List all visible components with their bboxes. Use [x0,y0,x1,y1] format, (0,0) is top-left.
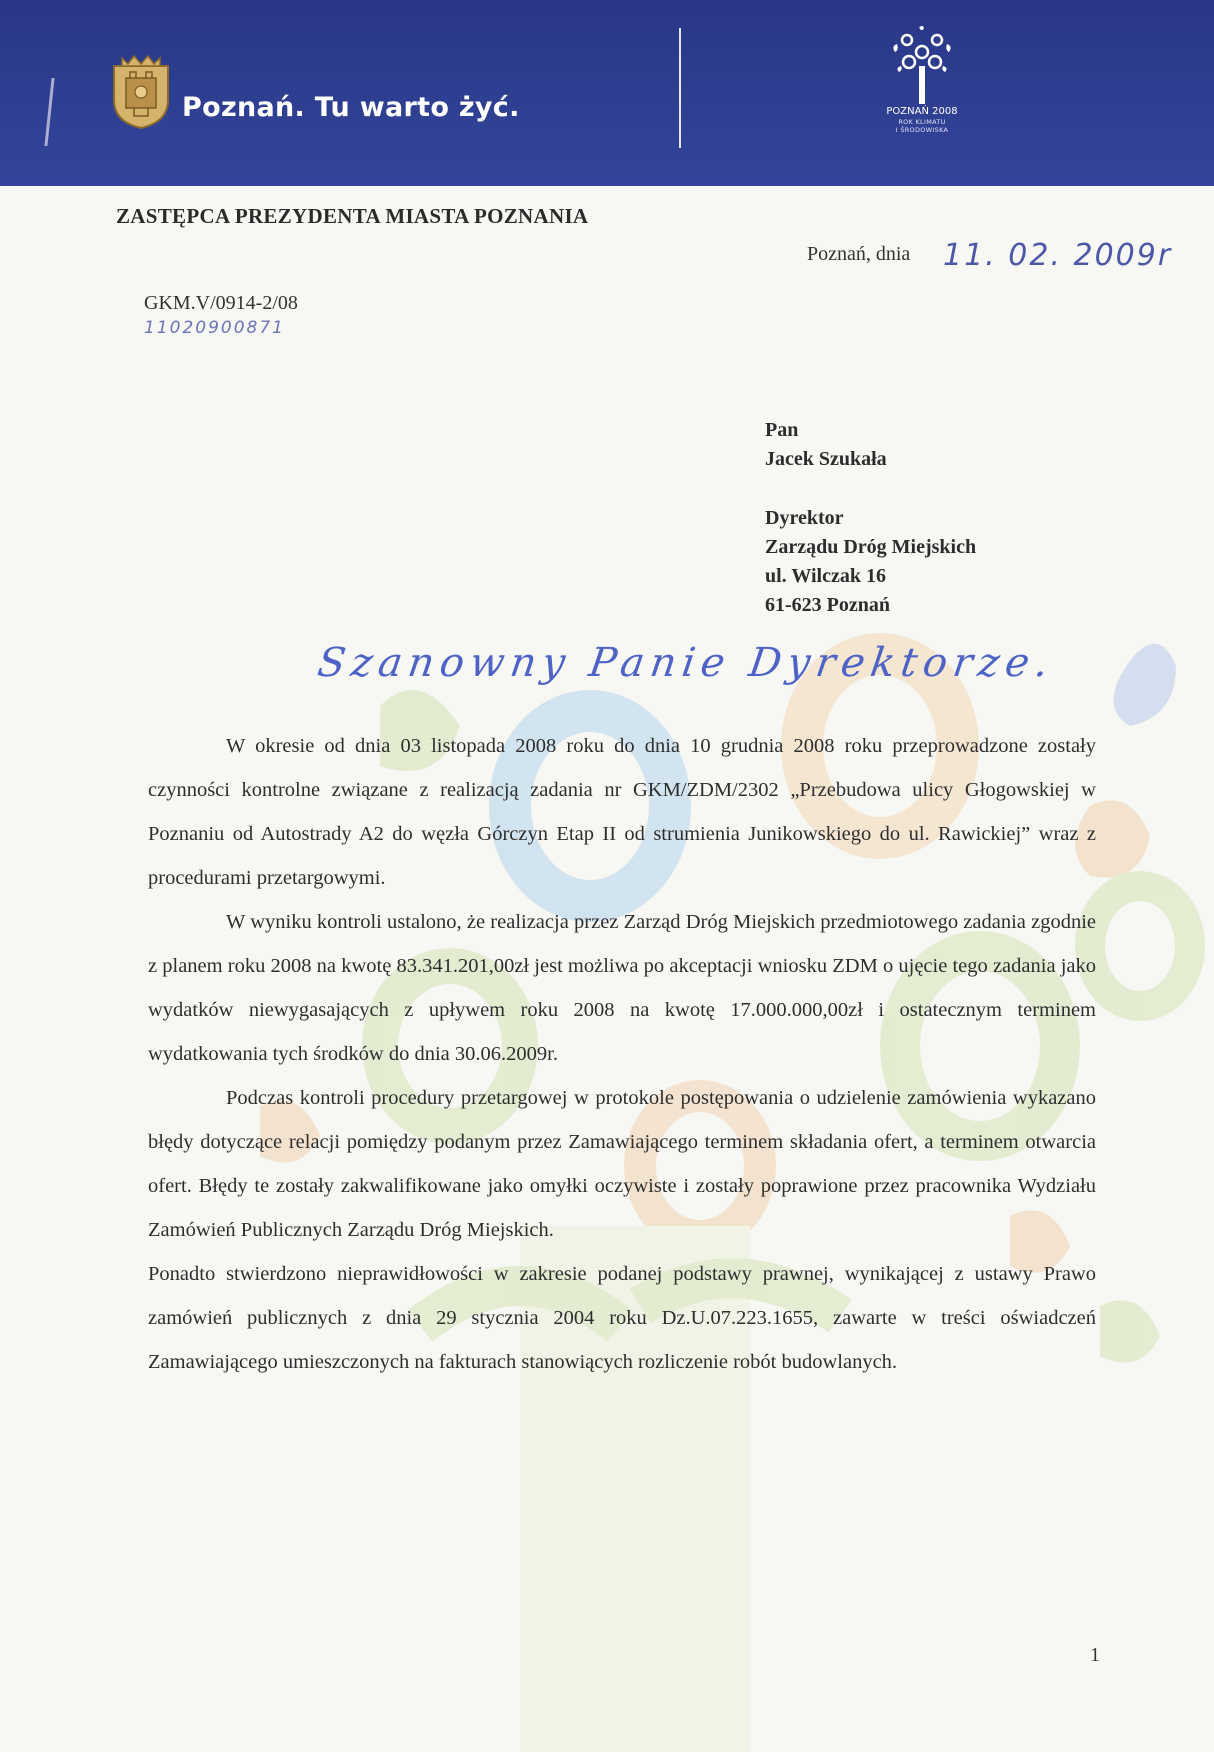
recipient-institution: Zarządu Dróg Miejskich [765,536,977,558]
letterhead-banner [0,0,1214,186]
recipient-salutation: Pan [765,419,799,441]
date-label: Poznań, dnia [807,243,911,265]
eco-year-subtitle-line-1: ROK KLIMATU [898,118,946,126]
body-paragraph: W okresie od dnia 03 listopada 2008 roku do dnia 10 grudnia 2008 roku przeprowadzone zostały czynności kontrolne związane z realizacją zadania nr GKM/ZDM/2302 „Przebudowa ulicy Głogowskiej w Poznaniu od Autostrady A2 do węzła Górczyn Etap II od strumienia Junikowskiego do ul. Rawickiej” wraz z procedurami przetargowymi. [148,735,1096,889]
reference-number: GKM.V/0914-2/08 [144,292,298,314]
office-heading: ZASTĘPCA PREZYDENTA MIASTA POZNANIA [116,204,589,228]
recipient-city: 61-623 Poznań [765,594,890,616]
body-paragraph: Ponadto stwierdzono nieprawidłowości w zakresie podanej podstawy prawnej, wynikającej z ustawy Prawo zamówień publicznych z dnia 29 stycznia 2004 roku Dz.U.07.223.1655, zawarte w treści oświadczeń Zamawiającego umieszczonych na fakturach stanowiących rozliczenie robót budowlanych. [148,1263,1096,1373]
recipient-position: Dyrektor [765,507,844,529]
eco-year-subtitle [855,118,989,134]
eco-year-subtitle-line-2: I ŚRODOWISKA [895,126,949,134]
recipient-name: Jacek Szukała [765,448,887,470]
body-paragraph: Podczas kontroli procedury przetargowej w protokole postępowania o udzielenie zamówienia wykazano błędy dotyczące relacji pomiędzy podanym przez Zamawiającego terminem składania ofert, a terminem otwarcia ofert. Błędy te zostały zakwalifikowane jako omyłki oczywiste i zostały poprawione przez pracownika Wydziału Zamówień Publicznych Zarządu Dróg Miejskich. [148,1087,1096,1241]
handwritten-greeting: Szanowny Panie Dyrektorze. [314,640,1058,686]
poznan-coat-of-arms-icon [110,52,172,130]
banner-divider [679,28,681,148]
city-slogan: Poznań. Tu warto żyć. [182,92,520,123]
letter-body [148,724,1096,1384]
page-number: 1 [1090,1644,1100,1666]
recipient-street: ul. Wilczak 16 [765,565,886,587]
handwritten-registration-number: 11020900871 [144,318,285,338]
eco-year-tree-logo-icon [887,26,957,106]
recipient-address-block [765,416,976,620]
eco-year-title: POZNAŃ 2008 [886,106,958,117]
handwritten-date: 11. 02. 2009r [943,238,1173,273]
body-paragraph: W wyniku kontroli ustalono, że realizacja przez Zarząd Dróg Miejskich przedmiotowego zadania zgodnie z planem roku 2008 na kwotę 83.341.201,00zł jest możliwa po akceptacji wniosku ZDM o ujęcie tego zadania jako wydatków niewygasających z upływem roku 2008 na kwotę 17.000.000,00zł i ostatecznym terminem wydatkowania tych środków do dnia 30.06.2009r. [148,911,1096,1065]
banner-slash-mark [44,78,54,146]
